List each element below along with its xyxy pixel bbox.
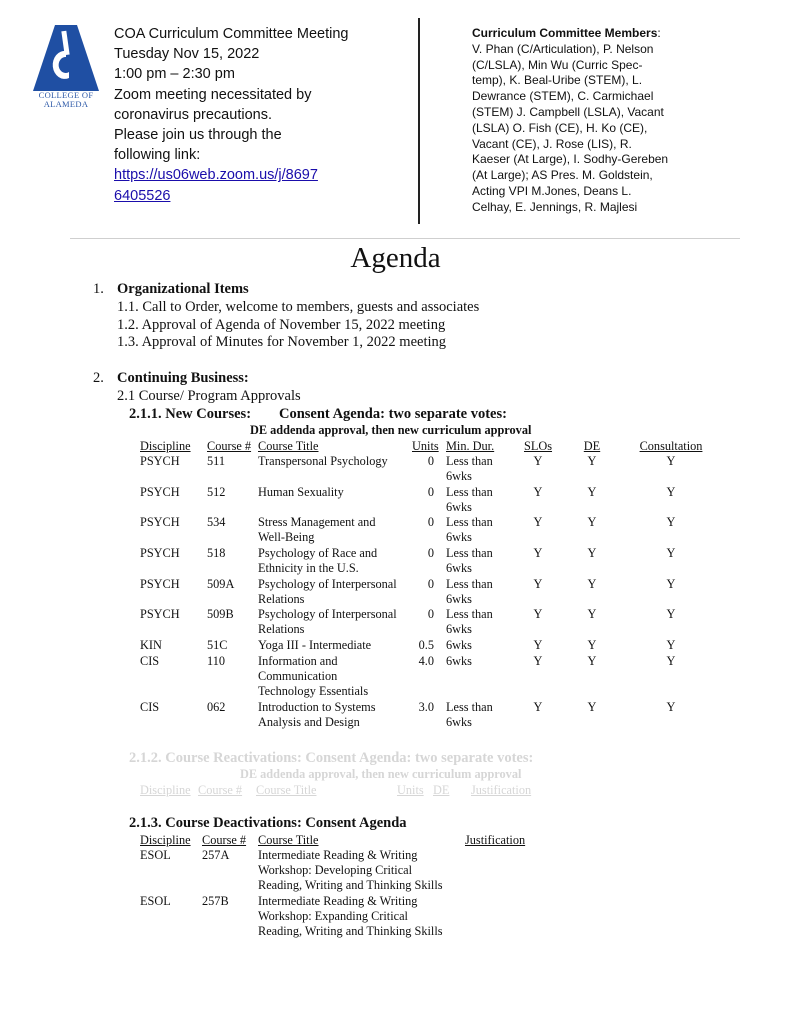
row-units: 0 [427,546,434,560]
deactivation-course-title: Reading, Writing and Thinking Skills [258,924,443,939]
row-de: Y [587,654,597,668]
row-min-duration: Less than [446,454,493,468]
reactivation-column-justification: Justification [471,783,532,797]
row-de: Y [587,577,597,591]
column-header-slos: SLOs [523,439,553,453]
deactivation-discipline: ESOL [140,894,171,908]
column-header-units: Units [412,439,439,453]
reactivation-column-course-title: Course Title [256,783,317,797]
row-min-duration: 6wks [446,530,472,545]
row-min-duration: Less than [446,700,493,714]
row-consultation: Y [666,515,676,529]
row-consultation: Y [666,546,676,560]
row-slos: Y [533,546,543,560]
row-discipline: PSYCH [140,515,180,529]
page-title: Agenda [350,242,441,274]
row-course-number: 512 [207,485,226,499]
column-header-consultation: Consultation [639,439,703,453]
row-course-number: 511 [207,454,225,468]
members-label: Curriculum Committee Members [472,26,658,40]
meeting-time: 1:00 pm – 2:30 pm [114,66,235,83]
row-discipline: CIS [140,700,160,714]
reactivation-column-discipline: Discipline [140,783,191,797]
row-consultation: Y [666,607,676,621]
row-course-number: 062 [207,700,226,714]
row-de: Y [587,515,597,529]
deactivation-course-title: Intermediate Reading & Writing [258,848,418,862]
zoom-link-line1[interactable]: https://us06web.zoom.us/j/8697 [114,167,318,184]
logo-text-line1: COLLEGE OF [38,90,94,100]
column-header-course-: Course # [207,439,252,453]
column-header-de: DE [583,439,601,453]
deactivation-course-number: 257A [202,848,230,862]
row-course-number: 534 [207,515,226,529]
row-consultation: Y [666,454,676,468]
row-units: 3.0 [418,700,434,714]
college-logo [33,25,99,111]
agenda-item-1-3: 1.3. Approval of Minutes for November 1, 2022 meeting [117,334,447,350]
row-course-title: Communication [258,669,338,684]
row-slos: Y [533,700,543,714]
row-course-title: Human Sexuality [258,485,344,499]
row-consultation: Y [666,485,676,499]
deactivation-course-title: Workshop: Developing Critical [258,863,413,878]
row-discipline: KIN [140,638,162,652]
row-course-title: Relations [258,592,305,607]
row-course-title: Technology Essentials [258,684,369,699]
row-de: Y [587,454,597,468]
row-slos: Y [533,638,543,652]
horizontal-rule [70,238,740,239]
row-units: 0 [427,607,434,621]
deactivations-heading: 2.1.3. Course Deactivations: Consent Agenda [129,815,407,831]
row-discipline: CIS [140,654,160,668]
row-slos: Y [533,607,543,621]
row-course-title: Well-Being [258,530,315,545]
row-slos: Y [533,485,543,499]
row-min-duration: 6wks [446,561,472,576]
committee-members: Curriculum Committee Members: V. Phan (C/Articulation), P. Nelson (C/LSLA), Min Wu (Curric Spec-temp), K. Beal-Uribe (STEM), L. Dewrance (STEM), C. Carmichael (STEM) J. Campbell (LSLA), Vacant (LSLA) O. Fish (CE), H. Ko (CE), Vacant (CE), J. Rose (LIS), R. Kaeser (At Large), I. Sodhy-Gereben (At Large); AS Pres. M. Goldstein, Acting VPI M.Jones, Deans L. Celhay, E. Jennings, R. Majlesi [472,26,669,214]
header-divider [418,18,420,224]
meeting-title: COA Curriculum Committee Meeting [114,26,349,42]
column-header-course-title: Course Title [258,439,319,453]
deactivation-course-title: Workshop: Expanding Critical [258,909,408,924]
meeting-note-1: Zoom meeting necessitated by [114,86,312,103]
row-min-duration: Less than [446,515,493,529]
reactivations-heading: 2.1.2. Course Reactivations: Consent Agenda: two separate votes: [129,750,534,766]
meeting-note-2: coronavirus precautions. [114,106,272,123]
column-header-discipline: Discipline [140,439,191,453]
row-course-title: Stress Management and [258,515,376,529]
row-course-title: Yoga III - Intermediate [258,638,372,652]
row-course-number: 51C [207,638,228,652]
new-courses-heading-rest: Consent Agenda: two separate votes: [279,406,507,422]
column-header-min-dur-: Min. Dur. [446,439,495,453]
logo-text-line2: ALAMEDA [43,99,89,109]
meeting-note-3: Please join us through the [114,127,282,144]
deactivation-column-course-: Course # [202,833,247,847]
reactivations-subheading: DE addenda approval, then new curriculum approval [240,767,522,781]
row-discipline: PSYCH [140,577,180,591]
deactivation-course-title: Reading, Writing and Thinking Skills [258,878,443,893]
section-2-heading: Continuing Business: [117,370,249,386]
row-slos: Y [533,577,543,591]
section-1-number: 1. [93,281,104,297]
row-course-title: Introduction to Systems [258,700,376,714]
row-de: Y [587,485,597,499]
row-course-title: Psychology of Race and [258,546,378,560]
row-min-duration: Less than [446,607,493,621]
row-consultation: Y [666,638,676,652]
row-min-duration: 6wks [446,654,472,668]
row-course-title: Psychology of Interpersonal [258,607,397,621]
section-2-number: 2. [93,370,104,386]
deactivation-course-number: 257B [202,894,229,908]
row-units: 0 [427,577,434,591]
new-courses-heading-num: 2.1.1. New Courses: [129,406,252,422]
row-course-title: Psychology of Interpersonal [258,577,397,591]
row-min-duration: Less than [446,577,493,591]
row-course-title: Relations [258,622,305,637]
deactivation-discipline: ESOL [140,848,171,862]
row-min-duration: 6wks [446,469,472,484]
row-min-duration: 6wks [446,638,472,652]
section-2-1: 2.1 Course/ Program Approvals [117,388,301,404]
zoom-link-line2[interactable]: 6405526 [114,187,171,204]
row-units: 0 [427,485,434,499]
reactivation-column-units: Units [397,783,424,797]
row-units: 0.5 [418,638,434,652]
row-consultation: Y [666,700,676,714]
row-min-duration: Less than [446,485,493,499]
row-min-duration: 6wks [446,500,472,515]
row-course-number: 110 [207,654,225,668]
row-slos: Y [533,654,543,668]
row-course-title: Information and [258,654,338,668]
row-consultation: Y [666,654,676,668]
row-min-duration: 6wks [446,592,472,607]
agenda-item-1-2: 1.2. Approval of Agenda of November 15, 2022 meeting [117,317,446,333]
row-course-number: 518 [207,546,226,560]
meeting-info [114,24,404,206]
row-de: Y [587,700,597,714]
deactivation-course-title: Intermediate Reading & Writing [258,894,418,908]
row-course-title: Analysis and Design [258,715,360,730]
row-discipline: PSYCH [140,546,180,560]
row-course-title: Transpersonal Psychology [258,454,388,468]
row-de: Y [587,638,597,652]
row-min-duration: Less than [446,546,493,560]
row-slos: Y [533,454,543,468]
row-course-number: 509A [207,577,235,591]
meeting-date: Tuesday Nov 15, 2022 [114,46,260,63]
row-course-title: Ethnicity in the U.S. [258,561,359,576]
row-units: 0 [427,454,434,468]
row-min-duration: 6wks [446,622,472,637]
meeting-note-4: following link: [114,147,201,164]
members-list: V. Phan (C/Articulation), P. Nelson (C/LSLA), Min Wu (Curric Spec-temp), K. Beal-Uribe (STEM), L. Dewrance (STEM), C. Carmichael (STEM) J. Campbell (LSLA), Vacant (LSLA) O. Fish (CE), H. Ko (CE), Vacant (CE), J. Rose (LIS), R. Kaeser (At Large), I. Sodhy-Gereben (At Large); AS Pres. M. Goldstein, Acting VPI M.Jones, Deans L. Celhay, E. Jennings, R. Majlesi [472,41,669,214]
row-consultation: Y [666,577,676,591]
logo-a-icon [33,25,99,91]
zoom-link[interactable] [114,165,404,205]
deactivation-column-justification: Justification [465,833,526,847]
deactivation-column-course-title: Course Title [258,833,319,847]
agenda-item-1-1: 1.1. Call to Order, welcome to members, guests and associates [117,299,480,315]
row-units: 0 [427,515,434,529]
reactivation-column-de: DE [433,783,450,797]
row-de: Y [587,546,597,560]
new-courses-subheading: DE addenda approval, then new curriculum approval [250,423,532,437]
section-1-heading: Organizational Items [117,281,249,297]
row-discipline: PSYCH [140,485,180,499]
row-de: Y [587,607,597,621]
row-discipline: PSYCH [140,454,180,468]
row-min-duration: 6wks [446,715,472,730]
row-discipline: PSYCH [140,607,180,621]
deactivation-column-discipline: Discipline [140,833,191,847]
row-course-number: 509B [207,607,234,621]
row-slos: Y [533,515,543,529]
row-units: 4.0 [418,654,434,668]
reactivation-column-course-: Course # [198,783,243,797]
